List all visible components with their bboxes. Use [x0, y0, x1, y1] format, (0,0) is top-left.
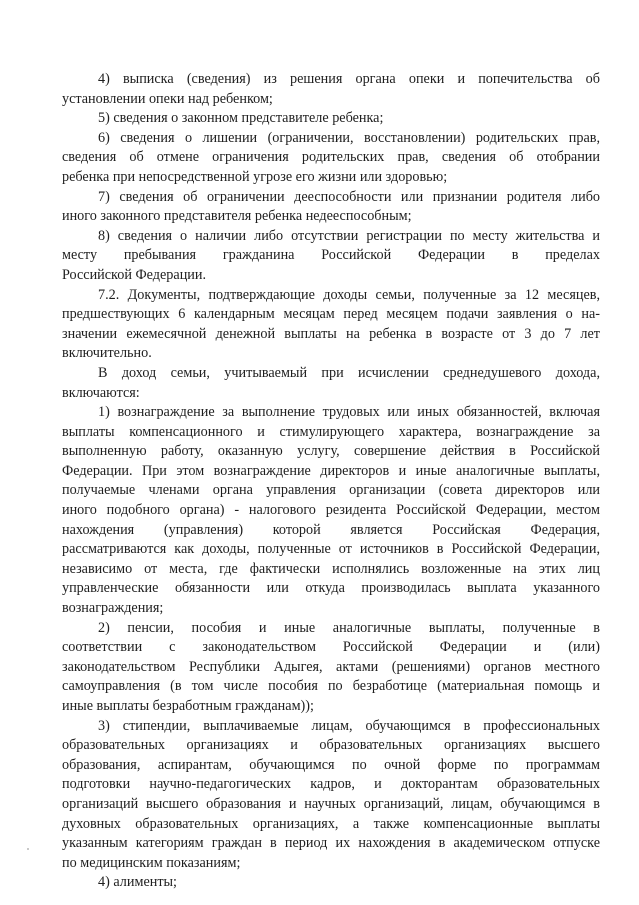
- paragraph-section-7-2: [62, 286, 600, 364]
- paragraph-income-intro: [62, 364, 600, 403]
- text-line: получаемые членами органа управления организации (совета директоров или: [62, 482, 600, 499]
- text-line: подготовки научно-педагогических кадров, и докторантам образовательных: [62, 776, 600, 793]
- text-line: месту пребывания гражданина Российской Федерации в пределах: [62, 247, 600, 264]
- text-line: значении ежемесячной денежной выплаты на ребенка в возрасте от 3 до 7 лет: [62, 325, 600, 342]
- text-line: 1) вознаграждение за выполнение трудовых или иных обязанностей, включая: [98, 404, 600, 421]
- text-line: ребенка при непосредственной угрозе его жизни или здоровью;: [62, 168, 448, 185]
- text-line: 7) сведения об ограничении дееспособности или признании родителя либо: [98, 188, 600, 205]
- text-line: 4) алименты;: [98, 874, 178, 891]
- text-line: управленческие обязанности или откуда производилась выплата указанного: [62, 580, 600, 597]
- text-line: 5) сведения о законном представителе ребенка;: [98, 110, 384, 127]
- paragraph-item-7: [62, 188, 600, 227]
- paragraph-item-8: [62, 227, 600, 286]
- text-line: указанным категориям граждан в период их нахождения в академическом отпуске: [62, 835, 600, 852]
- text-line: 3) стипендии, выплачиваемые лицам, обучающимся в профессиональных: [98, 717, 600, 734]
- text-line: организаций высшего образования и научных организаций, лицам, обучающимся в: [62, 795, 600, 812]
- text-line: Российской Федерации.: [62, 266, 207, 283]
- paragraph-item-5: [62, 109, 600, 129]
- paragraph-income-3: [62, 717, 600, 874]
- text-line: включительно.: [62, 345, 152, 362]
- paragraph-income-2: [62, 619, 600, 717]
- text-line: соответствии с законодательством Российской Федерации и (или): [62, 639, 600, 656]
- text-line: духовных образовательных организациях, а также компенсационные выплаты: [62, 815, 600, 832]
- scan-speck: [27, 848, 29, 850]
- text-line: нахождения (управления) которой является Российская Федерация,: [62, 521, 600, 538]
- text-line: законодательством Республики Адыгея, актами (решениями) органов местного: [62, 658, 600, 675]
- document-body: [62, 70, 600, 893]
- text-line: самоуправления (в том числе пособия по безработице (материальная помощь и: [62, 678, 600, 695]
- text-line: независимо от места, где фактически исполнялись возложенные на этих лиц: [62, 560, 600, 577]
- text-line: Федерации. При этом вознаграждение директоров и иные аналогичные выплаты,: [62, 462, 600, 479]
- text-line: по медицинским показаниям;: [62, 854, 241, 871]
- paragraph-income-1: [62, 403, 600, 619]
- text-line: образовательных организациях и образовательных организациях высшего: [62, 737, 600, 754]
- paragraph-item-6: [62, 129, 600, 188]
- text-line: иного законного представителя ребенка недееспособным;: [62, 208, 412, 225]
- text-line: 2) пенсии, пособия и иные аналогичные выплаты, полученные в: [98, 619, 600, 636]
- text-line: 4) выписка (сведения) из решения органа опеки и попечительства об: [98, 71, 600, 87]
- text-line: вознаграждения;: [62, 600, 164, 617]
- text-line: выплаты компенсационного и стимулирующего характера, вознаграждение за: [62, 423, 600, 440]
- text-line: 7.2. Документы, подтверждающие доходы семьи, полученные за 12 месяцев,: [98, 286, 600, 303]
- text-line: установлении опеки над ребенком;: [62, 90, 273, 107]
- paragraph-income-4: [62, 873, 600, 893]
- text-line: 6) сведения о лишении (ограничении, восстановлении) родительских прав,: [98, 129, 600, 146]
- text-line: В доход семьи, учитываемый при исчислении среднедушевого дохода,: [98, 364, 600, 381]
- text-line: рассматриваются как доходы, полученные от источников в Российской Федерации,: [62, 541, 600, 558]
- text-line: иные выплаты безработным гражданам));: [62, 698, 314, 714]
- text-line: иного подобного органа) - налогового резидента Российской Федерации, местом: [62, 502, 600, 519]
- text-line: сведения об отмене ограничения родительских прав, сведения об отобрании: [62, 149, 600, 166]
- text-line: выполненную работу, оказанную услугу, совершение действия в Российской: [62, 443, 600, 460]
- text-line: включаются:: [62, 384, 140, 401]
- paragraph-item-4: [62, 70, 600, 109]
- text-line: образования, аспирантам, обучающимся по очной форме по программам: [62, 756, 600, 773]
- text-line: 8) сведения о наличии либо отсутствии регистрации по месту жительства и: [98, 227, 600, 244]
- text-line: предшествующих 6 календарным месяцам перед месяцем подачи заявления о на-: [62, 306, 600, 323]
